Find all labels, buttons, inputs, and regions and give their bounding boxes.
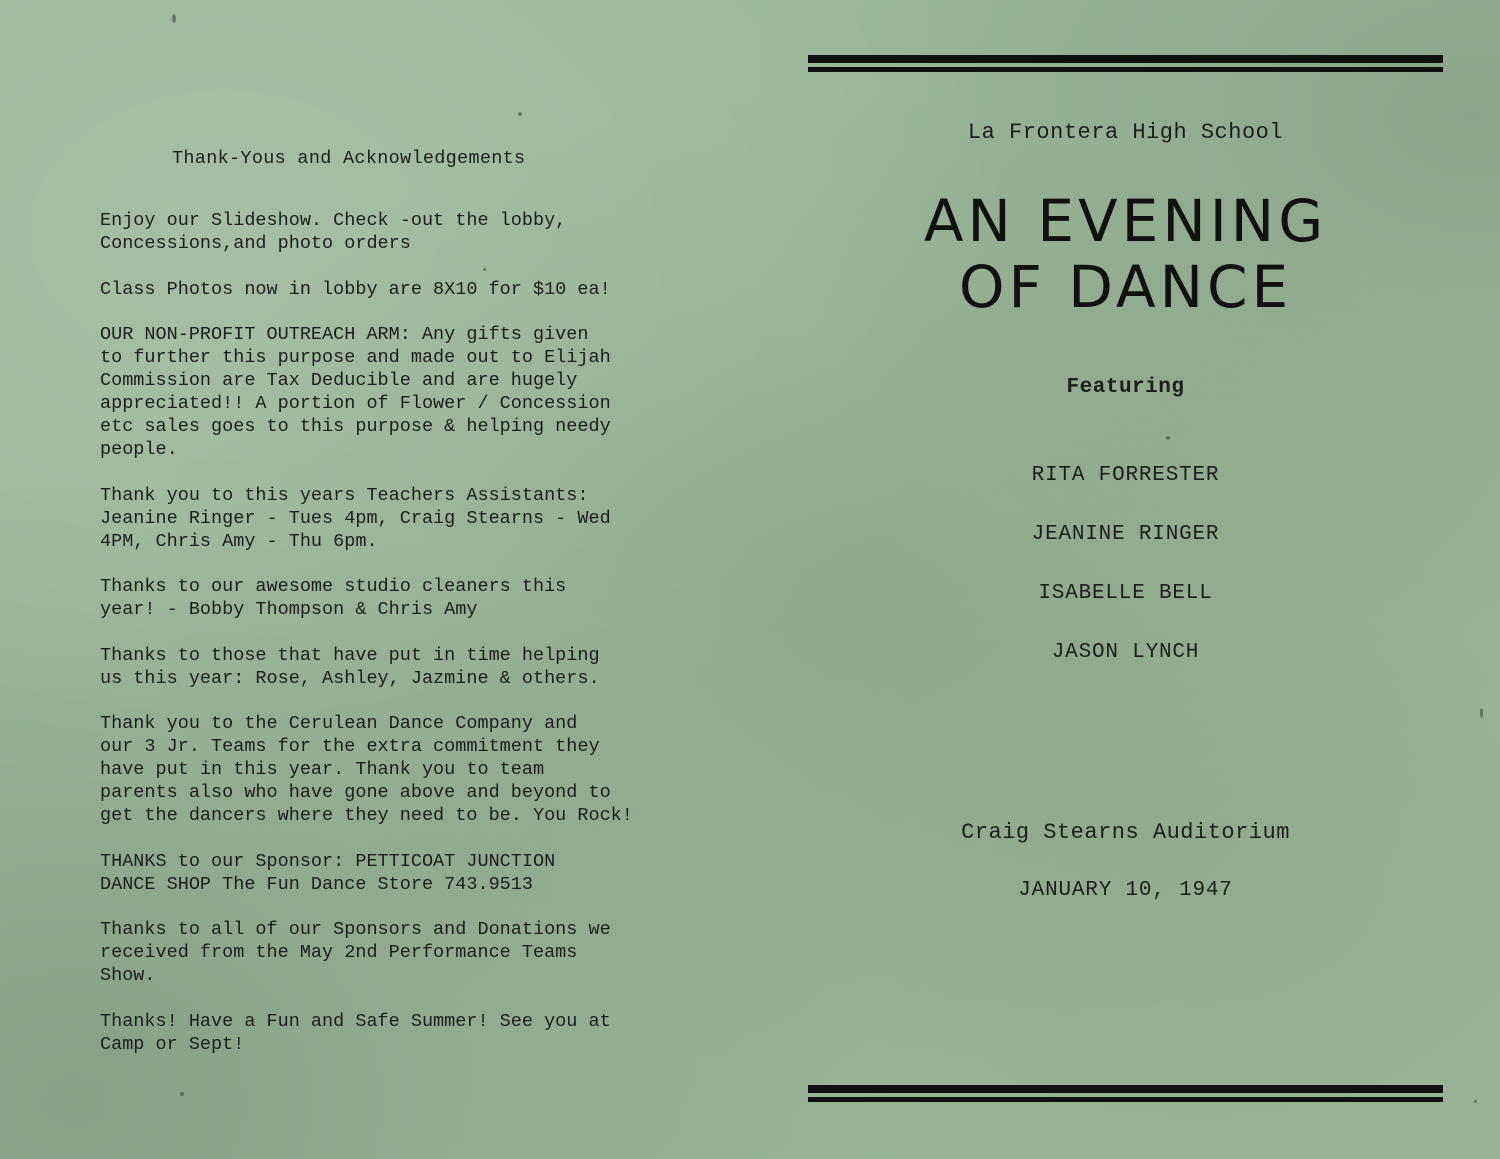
performer-name: ISABELLE BELL bbox=[1038, 582, 1213, 605]
top-double-rule bbox=[808, 55, 1443, 73]
ack-paragraph: OUR NON-PROFIT OUTREACH ARM: Any gifts given to further this purpose and made out to Elijah Commission are Tax Deducible and are hugely appreciated!! A portion of Flower / Concession etc sales goes to this purpose & helping needy people. bbox=[100, 324, 611, 460]
performer-name: JASON LYNCH bbox=[1051, 641, 1200, 664]
ack-paragraph: Class Photos now in lobby are 8X10 for $10 ea! bbox=[100, 278, 611, 300]
paper-speck bbox=[1166, 436, 1170, 440]
paper-speck bbox=[180, 1092, 184, 1096]
event-title-line-1: AN EVENING bbox=[923, 187, 1328, 255]
event-title bbox=[808, 188, 1443, 320]
ack-paragraph: Thanks! Have a Fun and Safe Summer! See you at Camp or Sept! bbox=[100, 1010, 611, 1055]
rule-thick-line bbox=[808, 1085, 1443, 1093]
acknowledgements-panel bbox=[100, 148, 670, 1078]
ack-paragraph: Thanks to those that have put in time helping us this year: Rose, Ashley, Jazmine & others. bbox=[100, 644, 600, 689]
acknowledgements-title: Thank-Yous and Acknowledgements bbox=[172, 148, 526, 169]
paper-speck bbox=[518, 112, 522, 116]
program-cover-panel bbox=[808, 0, 1443, 1159]
ack-paragraph: Thank you to the Cerulean Dance Company and our 3 Jr. Teams for the extra commitment they have put in this year. Thank you to team parents also who have gone above and beyond to get the dancers where they need to be. You Rock! bbox=[100, 713, 633, 826]
paper-speck bbox=[1474, 1100, 1477, 1103]
ack-paragraph: Thanks to all of our Sponsors and Donations we received from the May 2nd Performance Teams Show. bbox=[100, 919, 611, 986]
school-name: La Frontera High School bbox=[967, 120, 1284, 145]
paper-speck bbox=[483, 268, 486, 271]
acknowledgements-list bbox=[100, 209, 670, 1056]
ack-paragraph: Thanks to our awesome studio cleaners this year! - Bobby Thompson & Chris Amy bbox=[100, 576, 567, 620]
performer-name: RITA FORRESTER bbox=[1031, 464, 1220, 487]
rule-thin-line bbox=[808, 1097, 1443, 1102]
paper-speck bbox=[172, 14, 176, 23]
ack-paragraph: Enjoy our Slideshow. Check -out the lobby, Concessions,and photo orders bbox=[100, 210, 567, 254]
venue-name: Craig Stearns Auditorium bbox=[961, 820, 1290, 845]
rule-thick-line bbox=[808, 55, 1443, 63]
performer-name: JEANINE RINGER bbox=[1031, 523, 1220, 546]
paper-speck bbox=[1480, 708, 1483, 718]
bottom-double-rule bbox=[808, 1085, 1443, 1103]
performer-list bbox=[808, 462, 1443, 698]
ack-paragraph: Thank you to this years Teachers Assistants: Jeanine Ringer - Tues 4pm, Craig Stearns - Wed 4PM, Chris Amy - Thu 6pm. bbox=[100, 484, 611, 552]
rule-thin-line bbox=[808, 67, 1443, 72]
featuring-label: Featuring bbox=[1066, 376, 1185, 399]
ack-paragraph: THANKS to our Sponsor: PETTICOAT JUNCTION DANCE SHOP The Fun Dance Store 743.9513 bbox=[100, 850, 556, 895]
event-title-line-2: OF DANCE bbox=[958, 253, 1293, 321]
event-date: JANUARY 10, 1947 bbox=[1018, 879, 1233, 902]
